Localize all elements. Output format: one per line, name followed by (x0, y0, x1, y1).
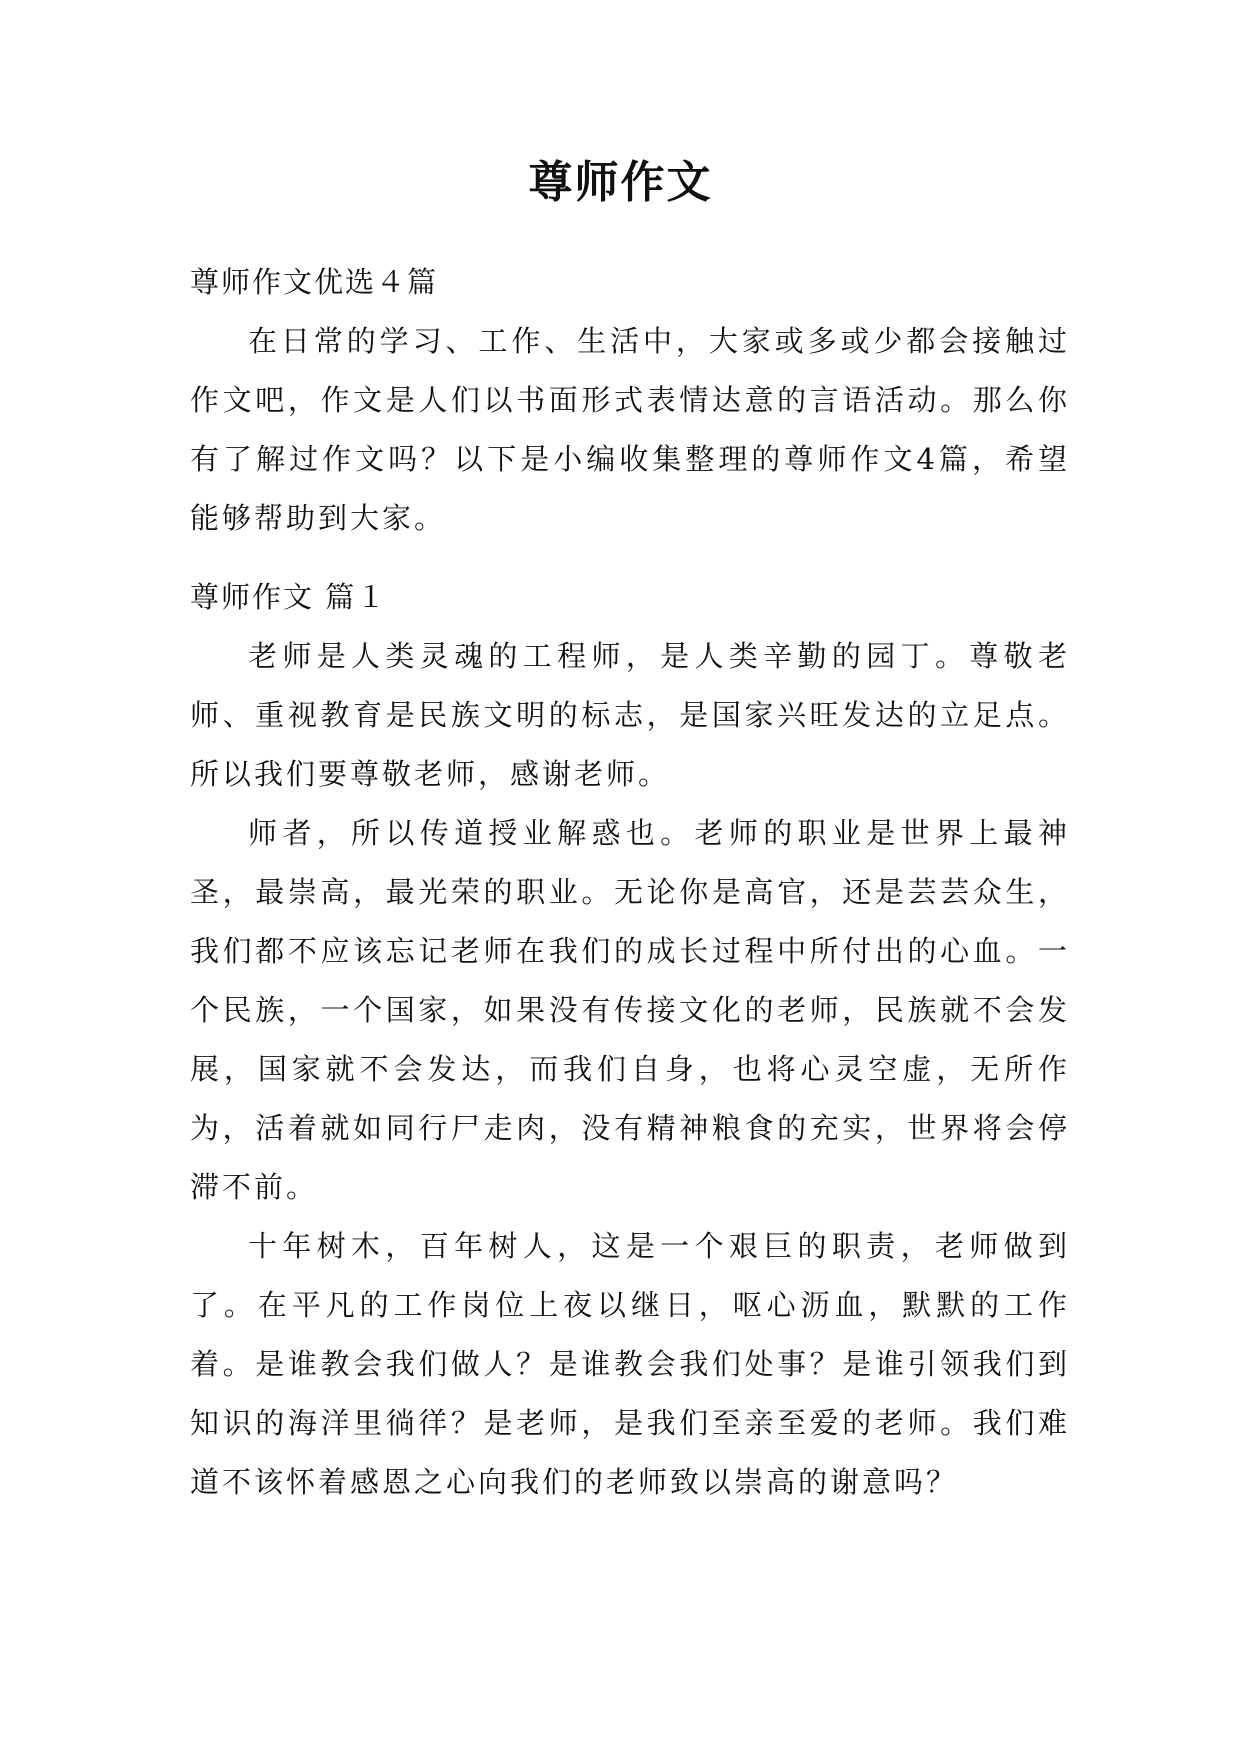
intro-block (190, 312, 1070, 548)
intro-paragraph: 在日常的学习、工作、生活中，大家或多或少都会接触过作文吧，作文是人们以书面形式表情达意的言语活动。那么你有了解过作文吗？以下是小编收集整理的尊师作文4篇，希望能够帮助到大家。 (190, 324, 1070, 535)
document-title: 尊师作文 (528, 157, 713, 208)
body-paragraph-3: 十年树木，百年树人，这是一个艰巨的职责，老师做到了。在平凡的工作岗位上夜以继日，呕心沥血，默默的工作着。是谁教会我们做人？是谁教会我们处事？是谁引领我们到知识的海洋里徜徉？是老师，是我们至亲至爱的老师。我们难道不该怀着感恩之心向我们的老师致以崇高的谢意吗？ (190, 1229, 1070, 1499)
section-heading: 尊师作文 篇１ (190, 580, 388, 614)
section-body (190, 627, 1070, 1512)
document-subtitle: 尊师作文优选４篇 (190, 265, 439, 299)
body-paragraph-1: 老师是人类灵魂的工程师，是人类辛勤的园丁。尊敬老师、重视教育是民族文明的标志，是国家兴旺发达的立足点。所以我们要尊敬老师，感谢老师。 (190, 639, 1070, 791)
body-paragraph-2: 师者，所以传道授业解惑也。老师的职业是世界上最神圣，最崇高，最光荣的职业。无论你是高官，还是芸芸众生，我们都不应该忘记老师在我们的成长过程中所付出的心血。一个民族，一个国家，如果没有传接文化的老师，民族就不会发展，国家就不会发达，而我们自身，也将心灵空虚，无所作为，活着就如同行尸走肉，没有精神粮食的充实，世界将会停滞不前。 (190, 816, 1070, 1204)
